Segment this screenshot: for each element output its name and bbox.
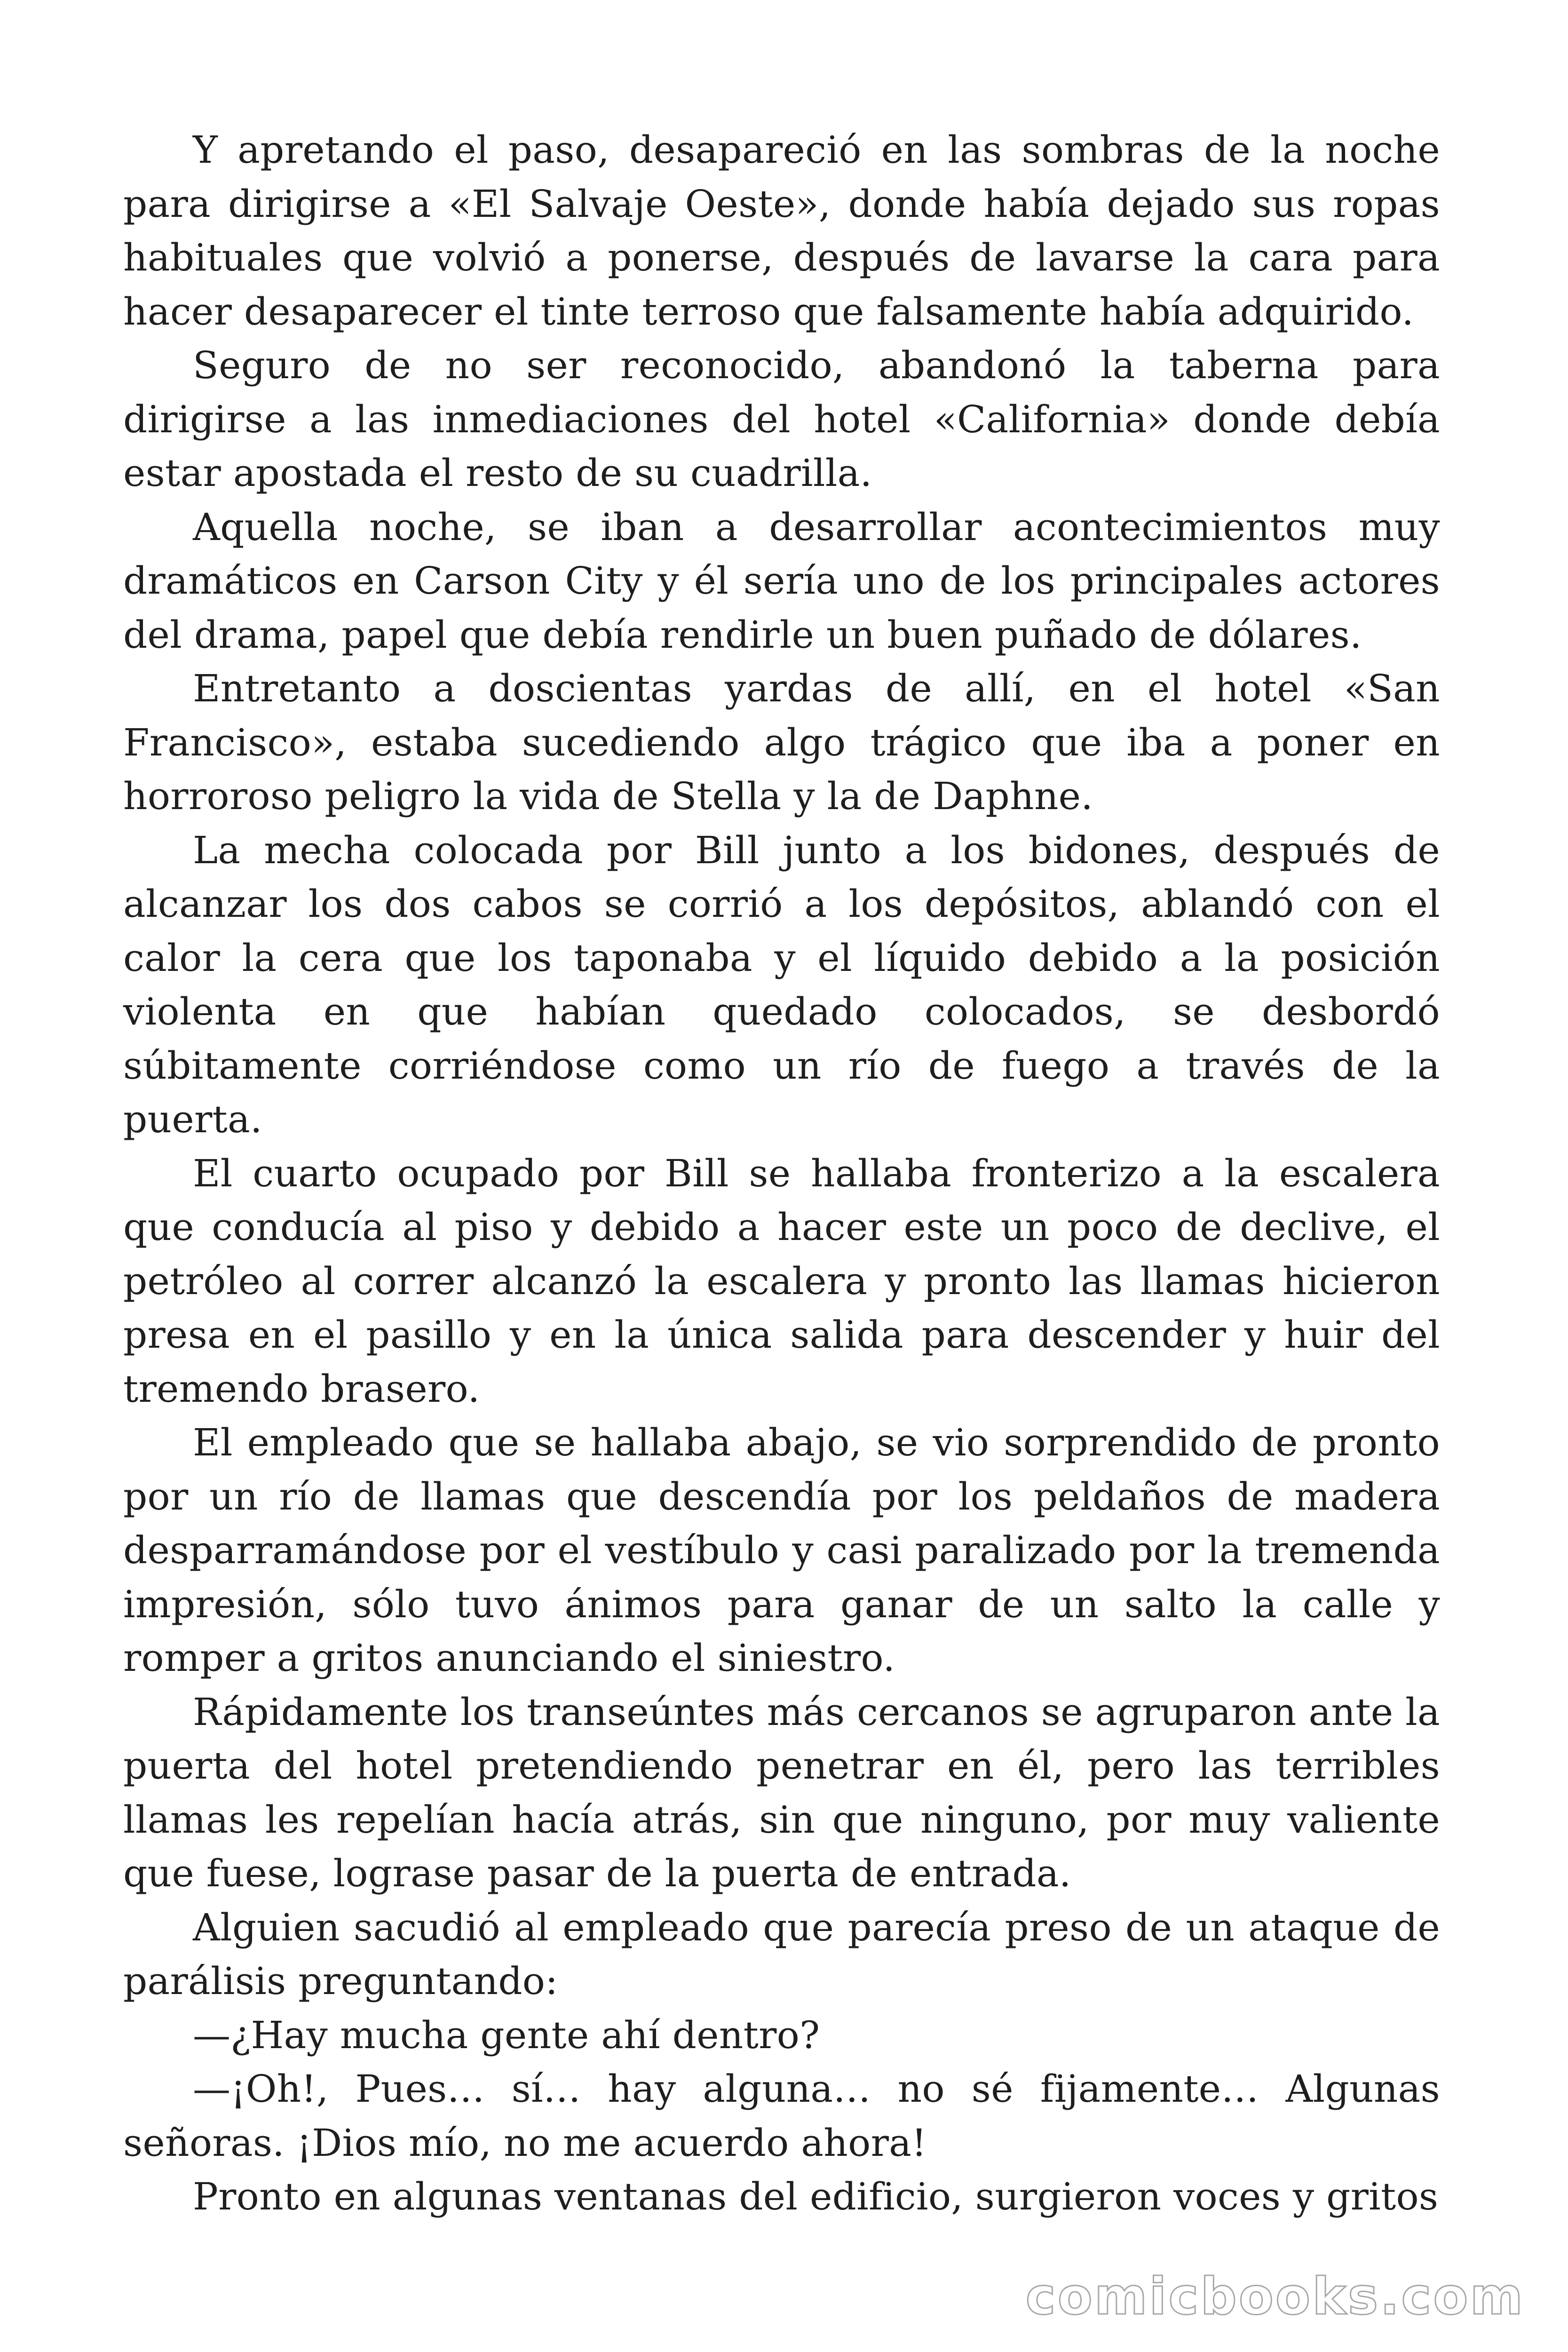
- dialogue-line: —¿Hay mucha gente ahí dentro?: [193, 2013, 820, 2057]
- paragraph: El empleado que se hallaba abajo, se vio sorprendido de pronto por un río de llamas que descendía por los peldaños de madera desparramándose por el vestíbulo y casi paralizado por la tremenda impresión, sólo tuvo ánimos para ganar de un salto la calle y romper a gritos anunciando el siniestro.: [123, 1421, 1440, 1680]
- paragraph: Entretanto a doscientas yardas de allí, en el hotel «San Francisco», estaba sucediendo algo trágico que iba a poner en horroroso peligro la vida de Stella y la de Daphne.: [123, 667, 1440, 818]
- body-text: [123, 123, 1440, 2224]
- paragraph: Seguro de no ser reconocido, abandonó la taberna para dirigirse a las inmediaciones del hotel «California» donde debía estar apostada el resto de su cuadrilla.: [123, 343, 1440, 495]
- paragraph: Aquella noche, se iban a desarrollar acontecimientos muy dramáticos en Carson City y él sería uno de los principales actores del drama, papel que debía rendirle un buen puñado de dólares.: [123, 505, 1440, 657]
- paragraph: Pronto en algunas ventanas del edificio, surgieron voces y gritos: [193, 2175, 1439, 2218]
- paragraph: El cuarto ocupado por Bill se hallaba fronterizo a la escalera que conducía al piso y debido a hacer este un poco de declive, el petróleo al correr alcanzó la escalera y pronto las llamas hicieron presa en el pasillo y en la única salida para descender y huir del tremendo brasero.: [123, 1151, 1440, 1411]
- paragraph: Y apretando el paso, desapareció en las sombras de la noche para dirigirse a «El Salvaje Oeste», donde había dejado sus ropas habituales que volvió a ponerse, después de lavarse la cara para hacer desaparecer el tinte terroso que falsamente había adquirido.: [123, 128, 1440, 334]
- watermark: comicbooks.com: [1025, 2267, 1525, 2326]
- dialogue-line: —¡Oh!, Pues… sí… hay alguna… no sé fijamente… Algunas señoras. ¡Dios mío, no me acuerdo ahora!: [123, 2067, 1440, 2165]
- paragraph: Alguien sacudió al empleado que parecía preso de un ataque de parálisis preguntando:: [123, 1905, 1440, 2003]
- paragraph: Rápidamente los transeúntes más cercanos se agruparon ante la puerta del hotel pretendiendo penetrar en él, pero las terribles llamas les repelían hacía atrás, sin que ninguno, por muy valiente que fuese, lograse pasar de la puerta de entrada.: [123, 1690, 1440, 1895]
- paragraph: La mecha colocada por Bill junto a los bidones, después de alcanzar los dos cabos se corrió a los depósitos, ablandó con el calor la cera que los taponaba y el líquido debido a la posición violenta en que habían quedado colocados, se desbordó súbitamente corriéndose como un río de fuego a través de la puerta.: [123, 828, 1440, 1141]
